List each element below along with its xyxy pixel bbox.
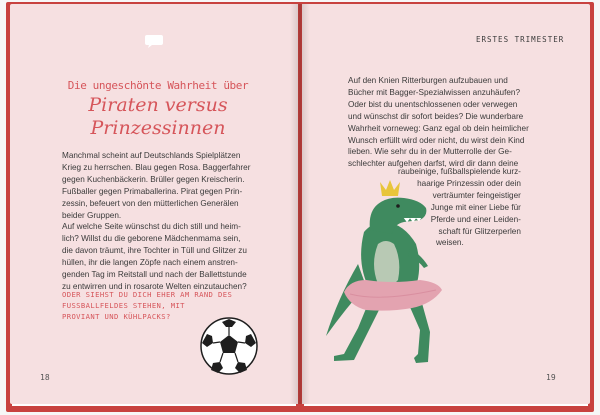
text-line: Junge mit einer Liebe für [430,202,521,212]
text-line: lieben. Wie sehr du in der Mutterrolle der Ge- [348,147,512,157]
text-line: Wunsch erfüllt wird oder nicht, du wirst dein Kind [348,135,525,145]
text-line: verträumter feingeistiger [432,190,521,200]
highlight-line: ODER SIEHST DU DICH EHER AM RAND DES [62,290,233,299]
text-line: zessin, befeuert von den mütterlichen Generälen [62,198,239,208]
right-body-text [348,75,529,170]
page-number-right: 19 [546,373,556,382]
text-line: zu entwirren und in rosarote Welten einzutauchen? [62,281,247,291]
t-rex-princess-illustration [320,168,470,368]
heading-kicker: Die ungeschönte Wahrheit über [67,79,249,92]
text-line: beider Gruppen. [62,210,122,220]
text-line: Bücher mit Bagger-Spezialwissen anzuhäufen? [348,87,521,97]
text-line: schlechter aufgehen darfst, wird dir dann deine [348,159,519,169]
text-line: hüllen, ihr die langen Zöpfe nach einem anstren- [62,258,238,268]
text-line: Oder bist du unentschlossenen oder verwegen [348,99,518,109]
text-line: Manchmal scheint auf Deutschlands Spielplätzen [62,151,241,160]
chapter-title-line: Piraten versus [88,94,228,116]
text-line: die davon träumt, ihre Tochter in Tüll und Glitzer zu [62,246,247,256]
running-header: ERSTES TRIMESTER [476,35,565,44]
left-body-text [62,150,250,293]
text-line: raubeinige, fußballspielende kurz- [398,167,521,176]
text-line: und wünschst dir sofort beides? Die wunderbare [348,111,524,121]
text-line: gegen Kuchenbäckerin. Brüller gegen Kreischerin. [62,174,245,184]
text-line: lich? Willst du die geborene Mädchenmama sein, [62,234,241,244]
text-line: Auf welche Seite wünschst du dich still und heim- [62,222,241,232]
text-line: genden Tag im Reitstall und nach der Ballettstunde [62,270,247,280]
chapter-title [60,94,256,140]
text-line: schaft für Glitzerperlen [438,226,521,236]
text-line: Wahrheit vorneweg: Ganz egal ob dein heimlicher [348,123,529,133]
text-line: Auf den Knien Ritterburgen aufzubauen und [348,76,508,85]
speech-bubble-icon [144,34,164,49]
text-line: Pferde und einer Leiden- [430,214,521,224]
soccer-ball-illustration [199,316,259,376]
chapter-title-line: Prinzessinnen [90,117,226,139]
text-line: Fußballer gegen Primaballerina. Pirat gegen Prin- [62,186,243,196]
highlight-line: FUSSBALLFELDES STEHEN, MIT [62,301,185,310]
highlight-line: PROVIANT UND KÜHLPACKS? [62,312,171,321]
page-number-left: 18 [40,373,50,382]
text-line: weisen. [436,238,464,248]
book-gutter [290,4,310,404]
text-line: haarige Prinzessin oder dein [417,178,521,188]
text-line: Krieg zu herrschen. Blau gegen Rosa. Baggerfahrer [62,162,251,172]
